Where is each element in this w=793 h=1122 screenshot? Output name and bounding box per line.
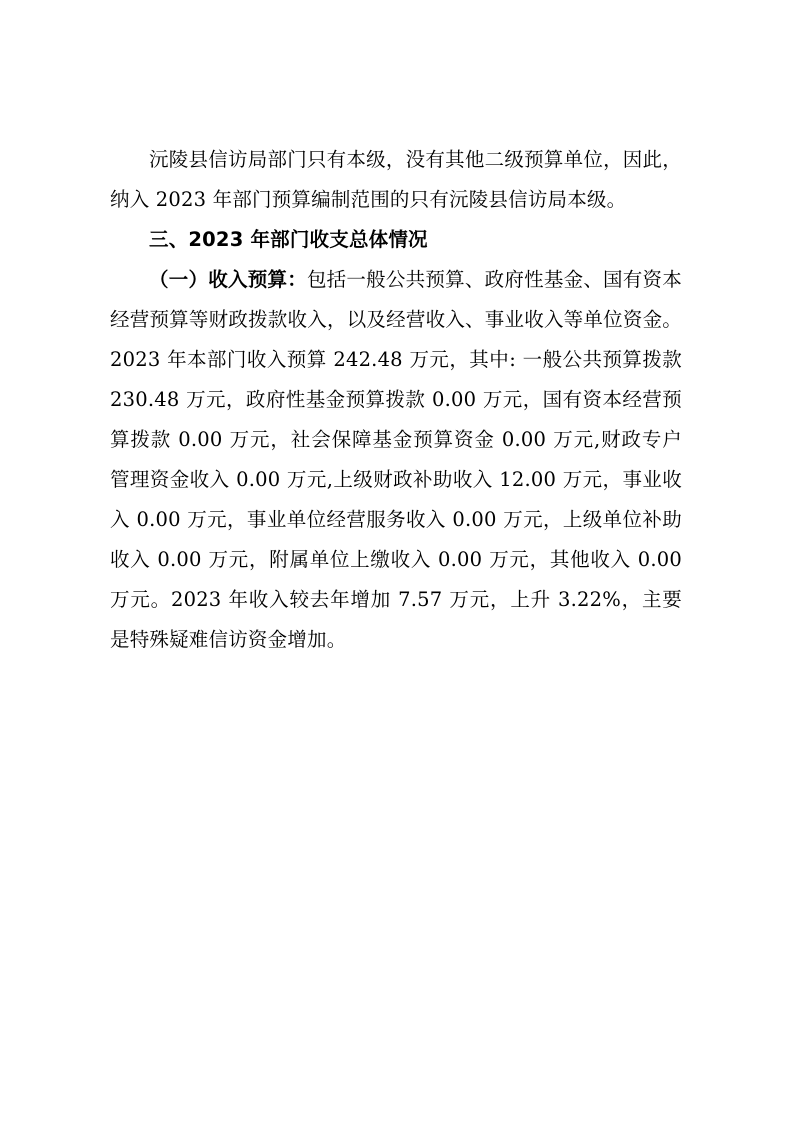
- income-paragraph: [110, 260, 682, 660]
- scope-paragraph: 沅陵县信访局部门只有本级，没有其他二级预算单位，因此，纳入 2023 年部门预算编制范围的只有沅陵县信访局本级。: [110, 148, 682, 211]
- income-lead: （一）收入预算：: [149, 268, 307, 291]
- income-body: 包括一般公共预算、政府性基金、国有资本经营预算等财政拨款收入，以及经营收入、事业收入等单位资金。2023 年本部门收入预算 242.48 万元，其中: 一般公共预算拨款 230.48 万元，政府性基金预算拨款 0.00 万元，国有资本经营预算拨款 0.00 万元，社会保障基金预算资金 0.00 万元,财政专户管理资金收入 0.00 万元,上级财政补助收入 12.00 万元，事业收入 0.00 万元，事业单位经营服务收入 0.00 万元，上级单位补助收入 0.00 万元，附属单位上缴收入 0.00 万元，其他收入 0.00 万元。2023 年收入较去年增加 7.57 万元，上升 3.22%，主要是特殊疑难信访资金增加。: [110, 268, 682, 651]
- document-body: [110, 140, 682, 660]
- section-heading: 三、2023 年部门收支总体情况: [149, 228, 428, 251]
